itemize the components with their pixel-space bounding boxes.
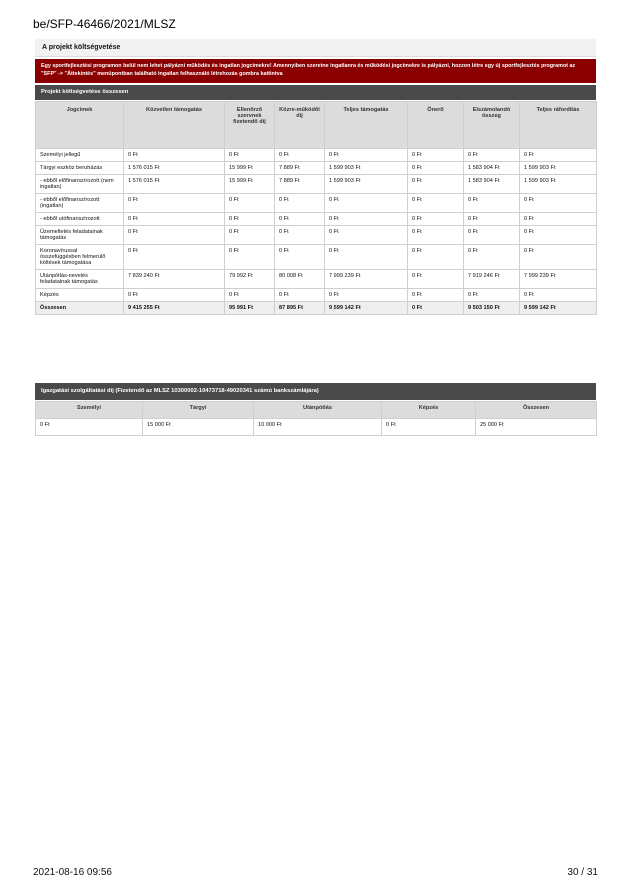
table-cell: 0 Ft — [275, 245, 325, 270]
table-cell: 0 Ft — [325, 213, 408, 226]
table-cell: 0 Ft — [408, 226, 464, 245]
table-cell: 7 919 246 Ft — [464, 270, 520, 289]
table-cell: 0 Ft — [408, 289, 464, 302]
table-cell: 0 Ft — [408, 175, 464, 194]
table-cell: 0 Ft — [124, 194, 225, 213]
table-row — [36, 245, 597, 270]
document-id: be/SFP-46466/2021/MLSZ — [33, 17, 176, 31]
table-cell: 0 Ft — [225, 194, 275, 213]
table-row — [36, 194, 597, 213]
row-label: Összesen — [36, 302, 124, 315]
table-cell: 0 Ft — [275, 226, 325, 245]
table-row — [36, 302, 597, 315]
table-cell: 1 599 903 Ft — [520, 162, 597, 175]
table-row — [36, 149, 597, 162]
table-cell: 1 576 015 Ft — [124, 162, 225, 175]
section-title: A projekt költségvetése — [35, 39, 596, 57]
column-header: Teljes ráfordítás — [520, 102, 597, 149]
column-header: Teljes támogatás — [325, 102, 408, 149]
table-cell: 0 Ft — [325, 245, 408, 270]
fee-table — [35, 401, 597, 436]
table-row — [36, 270, 597, 289]
table-cell: 0 Ft — [124, 289, 225, 302]
table-cell: 1 576 015 Ft — [124, 175, 225, 194]
row-label: Tárgyi eszköz beruházás — [36, 162, 124, 175]
table-cell: 7 999 239 Ft — [325, 270, 408, 289]
table-cell: 0 Ft — [124, 226, 225, 245]
column-header: Utánpótlás — [254, 402, 382, 419]
table-cell: 0 Ft — [124, 149, 225, 162]
table-cell: 9 415 255 Ft — [124, 302, 225, 315]
column-header: Tárgyi — [143, 402, 254, 419]
table-cell: 0 Ft — [520, 213, 597, 226]
column-header: Összesen — [476, 402, 597, 419]
table-cell: 0 Ft — [124, 213, 225, 226]
table-cell: 0 Ft — [408, 213, 464, 226]
table-cell: 0 Ft — [408, 245, 464, 270]
table-cell: 15 000 Ft — [143, 419, 254, 436]
table-cell: 1 583 904 Ft — [464, 162, 520, 175]
table-row — [36, 162, 597, 175]
row-label: Utánpótlás-nevelés feladatainak támogatás — [36, 270, 124, 289]
table-cell: 10 000 Ft — [254, 419, 382, 436]
row-label: - ebből előfinanszírozott (ingatlan) — [36, 194, 124, 213]
table-cell: 1 583 904 Ft — [464, 175, 520, 194]
table-cell: 0 Ft — [408, 149, 464, 162]
fee-bar: Igazgatási szolgáltatási díj (Fizetendő az MLSZ 10300002-10473718-49020341 számú bankszámlájára) — [35, 383, 596, 400]
table-cell: 0 Ft — [382, 419, 476, 436]
table-cell: 0 Ft — [325, 226, 408, 245]
table-cell: 9 599 142 Ft — [325, 302, 408, 315]
table-cell: 0 Ft — [275, 213, 325, 226]
row-label: Képzés — [36, 289, 124, 302]
table-cell: 0 Ft — [36, 419, 143, 436]
table-cell: 0 Ft — [408, 270, 464, 289]
table-cell: 1 599 903 Ft — [325, 175, 408, 194]
table-cell: 0 Ft — [464, 289, 520, 302]
table-cell: 0 Ft — [520, 149, 597, 162]
table-cell: 0 Ft — [325, 289, 408, 302]
footer-datetime: 2021-08-16 09:56 — [33, 867, 112, 878]
table-cell: 15 999 Ft — [225, 175, 275, 194]
table-cell: 0 Ft — [275, 289, 325, 302]
table-cell: 0 Ft — [225, 226, 275, 245]
column-header: Jogcímek — [36, 102, 124, 149]
table-cell: 0 Ft — [464, 213, 520, 226]
table-cell: 25 000 Ft — [476, 419, 597, 436]
table-cell: 95 991 Ft — [225, 302, 275, 315]
table-cell: 7 889 Ft — [275, 162, 325, 175]
table-cell: 0 Ft — [520, 245, 597, 270]
table-cell: 0 Ft — [225, 289, 275, 302]
column-header: Önerő — [408, 102, 464, 149]
table-cell: 80 008 Ft — [275, 270, 325, 289]
table-cell: 0 Ft — [408, 162, 464, 175]
table-cell: 0 Ft — [275, 149, 325, 162]
table-cell: 1 599 903 Ft — [325, 162, 408, 175]
table-cell: 0 Ft — [225, 245, 275, 270]
table-cell: 15 999 Ft — [225, 162, 275, 175]
footer-page-number: 30 / 31 — [567, 867, 598, 878]
row-label: - ebből utófinanszírozott — [36, 213, 124, 226]
table-row — [36, 213, 597, 226]
table-row — [36, 289, 597, 302]
table-cell: 0 Ft — [520, 289, 597, 302]
column-header: Ellenőrző szervnek fizetendő díj — [225, 102, 275, 149]
row-label: - ebből előfinanszírozott (nem ingatlan) — [36, 175, 124, 194]
table-cell: 0 Ft — [464, 149, 520, 162]
table-cell: 87 895 Ft — [275, 302, 325, 315]
row-label: Koronavírussal összefüggésben felmerülő költések támogatása — [36, 245, 124, 270]
warning-banner: Egy sportfejlesztési programon belül nem lehet pályázni működés és ingatlan jogcímekre! Amennyiben szeretne ingatlanra és működési jogcímekre is pályázni, hozzon létre egy új sportfejlesztés programot az "SFP" -> "Áttekintés" menüpontban található ingatlan felhasználó létrehozás gombra kattintva — [35, 59, 596, 83]
table-row — [36, 226, 597, 245]
table-cell: 1 599 903 Ft — [520, 175, 597, 194]
table-cell: 9 503 150 Ft — [464, 302, 520, 315]
table-cell: 0 Ft — [520, 226, 597, 245]
table-row — [36, 175, 597, 194]
budget-summary-bar: Projekt költségvetése összesen — [35, 85, 596, 100]
row-label: Személyi jellegű — [36, 149, 124, 162]
column-header: Személyi — [36, 402, 143, 419]
table-cell: 9 599 142 Ft — [520, 302, 597, 315]
table-cell: 7 839 240 Ft — [124, 270, 225, 289]
table-cell: 0 Ft — [464, 245, 520, 270]
table-cell: 0 Ft — [520, 194, 597, 213]
table-cell: 0 Ft — [408, 194, 464, 213]
table-cell: 7 999 239 Ft — [520, 270, 597, 289]
table-cell: 0 Ft — [464, 226, 520, 245]
column-header: Közre-működői díj — [275, 102, 325, 149]
table-cell: 0 Ft — [275, 194, 325, 213]
table-cell: 0 Ft — [225, 149, 275, 162]
table-cell: 0 Ft — [408, 302, 464, 315]
table-cell: 0 Ft — [464, 194, 520, 213]
column-header: Képzés — [382, 402, 476, 419]
table-cell: 0 Ft — [225, 213, 275, 226]
table-cell: 7 889 Ft — [275, 175, 325, 194]
table-cell: 0 Ft — [325, 194, 408, 213]
column-header: Elszámolandó összeg — [464, 102, 520, 149]
row-label: Üzemeltetés feladatainak támogatás — [36, 226, 124, 245]
column-header: Közvetlen támogatás — [124, 102, 225, 149]
table-cell: 79 992 Ft — [225, 270, 275, 289]
table-cell: 0 Ft — [124, 245, 225, 270]
budget-table — [35, 101, 597, 315]
table-cell: 0 Ft — [325, 149, 408, 162]
